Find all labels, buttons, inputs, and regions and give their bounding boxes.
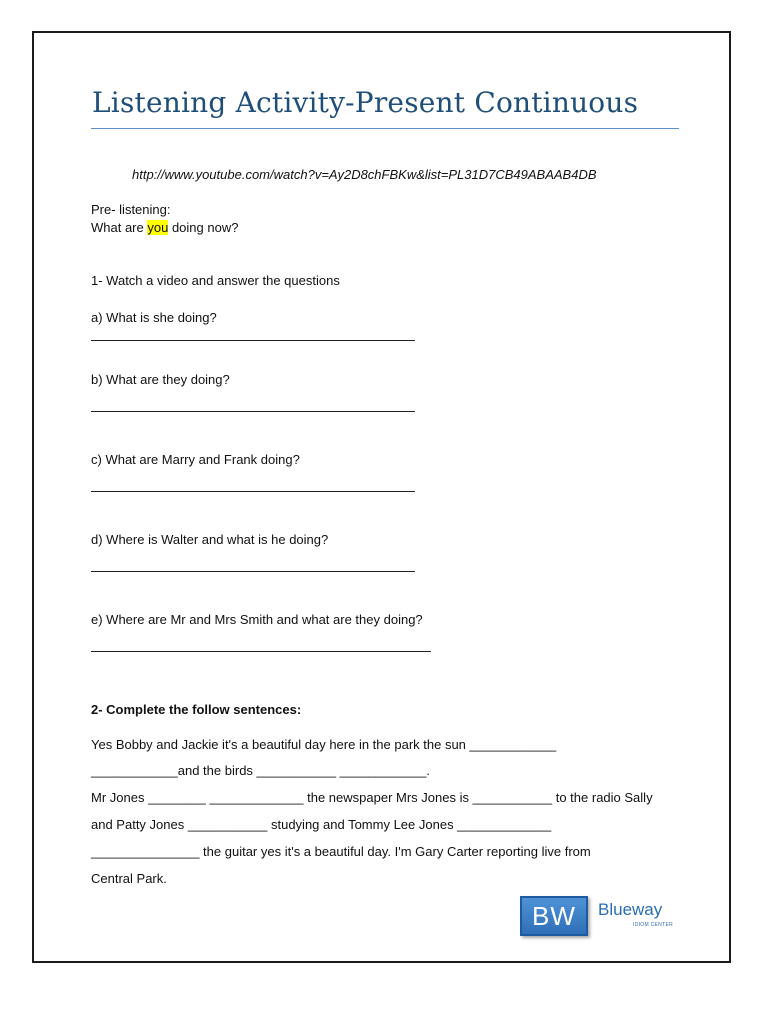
question-c: c) What are Marry and Frank doing?: [91, 452, 300, 467]
sentence-line-1: Yes Bobby and Jackie it's a beautiful day here in the park the sun ____________: [91, 737, 557, 752]
section-1-heading: 1- Watch a video and answer the questions: [91, 273, 340, 288]
logo-initials-box: BW: [520, 896, 588, 936]
sentence-line-6: Central Park.: [91, 871, 167, 886]
page-title: Listening Activity-Present Continuous: [92, 86, 639, 119]
sentence-line-4: and Patty Jones ___________ studying and Tommy Lee Jones _____________: [91, 817, 552, 832]
title-underline: [91, 128, 679, 129]
highlighted-word: you: [147, 220, 169, 235]
question-e: e) Where are Mr and Mrs Smith and what are they doing?: [91, 612, 423, 627]
answer-line-a[interactable]: [91, 340, 415, 341]
sentence-line-2: ____________and the birds ___________ ____________.: [91, 763, 431, 778]
video-url: http://www.youtube.com/watch?v=Ay2D8chFBKw&list=PL31D7CB49ABAAB4DB: [132, 167, 597, 182]
blueway-logo: [520, 896, 690, 940]
pre-listening-question: [91, 220, 238, 235]
answer-line-b[interactable]: [91, 411, 415, 412]
sentence-line-5: _______________ the guitar yes it's a beautiful day. I'm Gary Carter reporting live from: [91, 844, 591, 859]
logo-name: Blueway: [598, 900, 663, 919]
answer-line-d[interactable]: [91, 571, 415, 572]
answer-line-e[interactable]: [91, 651, 431, 652]
logo-tagline: IDIOM CENTER: [633, 922, 673, 928]
section-2-heading: 2- Complete the follow sentences:: [91, 702, 302, 717]
question-b: b) What are they doing?: [91, 372, 230, 387]
question-text-start: What are: [91, 220, 148, 235]
question-text-end: doing now?: [168, 220, 239, 235]
question-a: a) What is she doing?: [91, 310, 217, 325]
answer-line-c[interactable]: [91, 491, 415, 492]
sentence-line-3: Mr Jones ________ _____________ the newspaper Mrs Jones is ___________ to the radio Sally: [91, 790, 653, 805]
question-d: d) Where is Walter and what is he doing?: [91, 532, 329, 547]
pre-listening-label: Pre- listening:: [91, 202, 171, 217]
